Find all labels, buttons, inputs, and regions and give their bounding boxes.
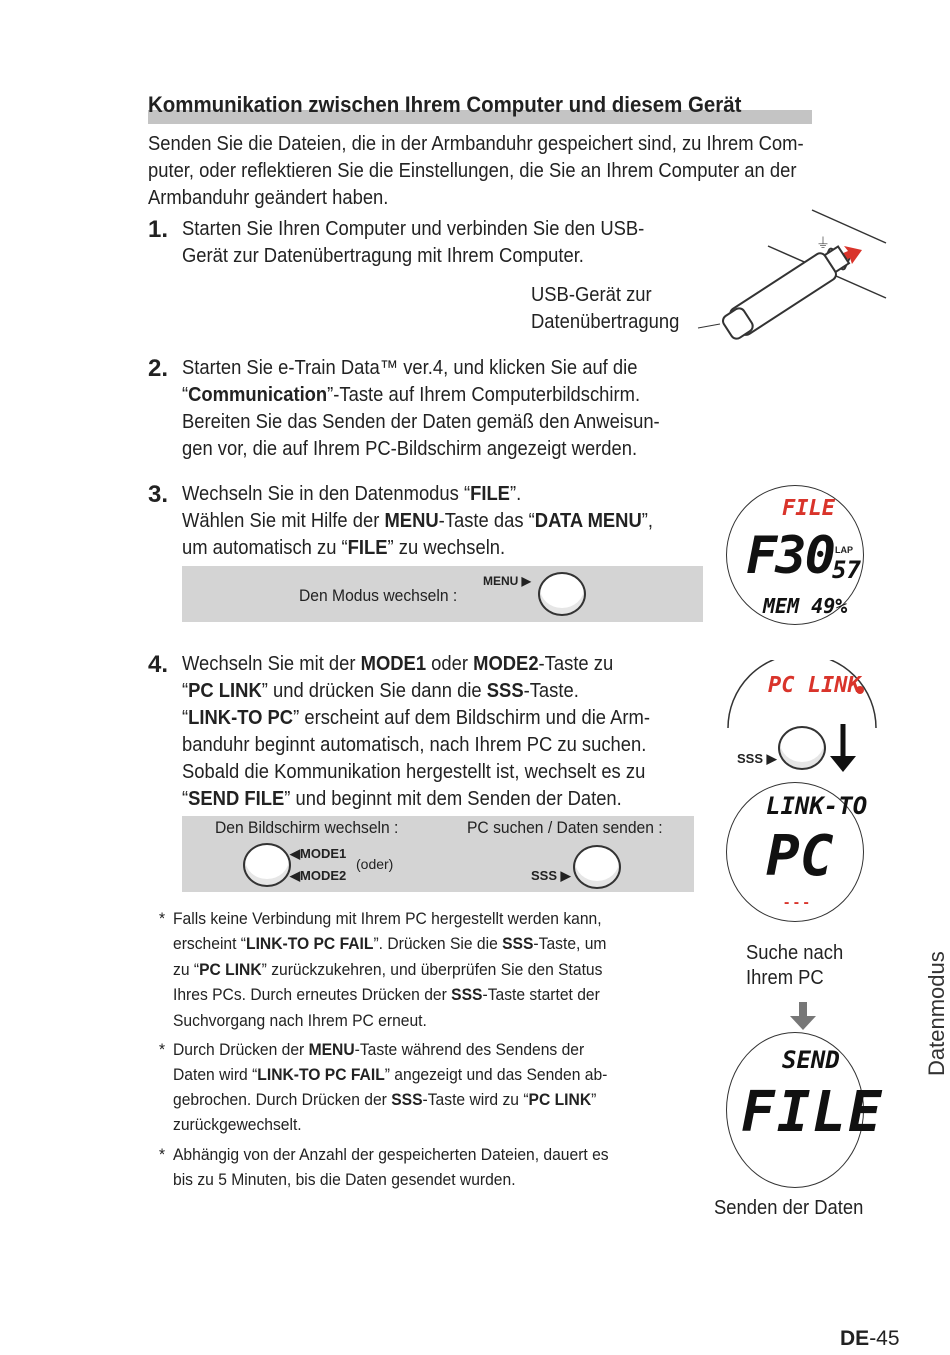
watch-linkto-top: LINK-TO <box>766 792 868 820</box>
menu-button-icon <box>538 572 586 616</box>
step-4-line-5: Sobald die Kommunikation hergestellt ist, wechselt es zu <box>182 761 646 783</box>
note-2-line-2: Daten wird “LINK-TO PC FAIL” angezeigt und das Senden ab- <box>173 1065 608 1084</box>
step-3-line-3: um automatisch zu “FILE” zu wechseln. <box>182 537 506 559</box>
section-heading: Kommunikation zwischen Ihrem Computer und diesem Gerät <box>148 92 742 117</box>
step-3-line-1: Wechseln Sie in den Datenmodus “FILE”. <box>182 483 522 505</box>
watch-file-main: F30 <box>746 526 834 586</box>
side-tab-datenmodus: Datenmodus <box>924 951 949 1076</box>
note-1-line-3: zu “PC LINK” zurückzukehren, und überprüfen Sie den Status <box>173 960 603 979</box>
note-1-line-1: Falls keine Verbindung mit Ihrem PC hergestellt werden kann, <box>173 909 602 928</box>
menu-button-label: MENU ▶ <box>483 574 531 588</box>
step-2-line-4: gen vor, die auf Ihrem PC-Bildschirm angezeigt werden. <box>182 438 638 460</box>
watch-file-top: FILE <box>782 496 835 521</box>
step-1-line-1: Starten Sie Ihren Computer und verbinden Sie den USB- <box>182 218 645 240</box>
step-2-line-2: “Communication”-Taste auf Ihrem Computerbildschirm. <box>182 384 641 406</box>
step-2-line-3: Bereiten Sie das Senden der Daten gemäß den Anweisun- <box>182 411 660 433</box>
note-2-line-3: gebrochen. Durch Drücken der SSS-Taste wird zu “PC LINK” <box>173 1090 597 1109</box>
step-4-number: 4. <box>148 651 169 678</box>
watch-send-main: FILE <box>741 1080 884 1145</box>
step-4-line-4: banduhr beginnt automatisch, nach Ihrem PC zu suchen. <box>182 734 647 756</box>
watch-file-lap-value: 57 <box>832 556 861 584</box>
search-caption-line-1: Suche nach <box>746 942 844 964</box>
watch-send-top: SEND <box>782 1046 840 1074</box>
sss-button-icon <box>573 845 621 889</box>
note-1-line-2: erscheint “LINK-TO PC FAIL”. Drücken Sie die SSS-Taste, um <box>173 934 607 953</box>
page-number: DE-45 <box>840 1327 900 1350</box>
step-2-number: 2. <box>148 355 169 382</box>
step-3-number: 3. <box>148 481 169 508</box>
mode-button-icon <box>243 843 291 887</box>
usb-label-line-1: USB-Gerät zur <box>531 284 652 306</box>
step-1-number: 1. <box>148 216 169 243</box>
oder-label: (oder) <box>356 856 394 872</box>
pclink-sss-label: SSS ▶ <box>737 751 777 766</box>
usb-device-illustration <box>690 208 890 356</box>
mode1-label: ◀MODE1 <box>290 846 347 861</box>
pclink-sss-button-icon <box>778 726 826 770</box>
note-3-star: * <box>159 1145 166 1164</box>
usb-label-line-2: Datenübertragung <box>531 311 680 333</box>
note-3-line-2: bis zu 5 Minuten, bis die Daten gesendet wurden. <box>173 1170 516 1189</box>
sss-label: SSS ▶ <box>531 868 571 883</box>
mode-change-label: Den Modus wechseln : <box>299 586 458 605</box>
screen-change-label: Den Bildschirm wechseln : <box>215 818 399 837</box>
step-4-line-2: “PC LINK” und drücken Sie dann die SSS-Taste. <box>182 680 579 702</box>
watch-pclink-top: PC LINK <box>768 673 861 698</box>
step-1-line-2: Gerät zur Datenübertragung mit Ihrem Computer. <box>182 245 584 267</box>
note-2-line-1: Durch Drücken der MENU-Taste während des Sendens der <box>173 1040 585 1059</box>
note-2-star: * <box>159 1040 166 1059</box>
note-3-line-1: Abhängig von der Anzahl der gespeicherten Dateien, dauert es <box>173 1145 609 1164</box>
watch-file-lap-label: LAP <box>835 545 853 555</box>
arrow-down-icon <box>827 722 859 774</box>
note-2-line-4: zurückgewechselt. <box>173 1115 302 1134</box>
note-1-star: * <box>159 909 166 928</box>
send-caption: Senden der Daten <box>714 1197 864 1219</box>
intro-line-2: puter, oder reflektieren Sie die Einstellungen, die Sie an Ihrem Computer an der <box>148 160 797 182</box>
watch-linkto-dashes: - - - <box>784 894 809 911</box>
gray-arrow-down-icon <box>788 1002 818 1032</box>
watch-file-bottom: MEM 49% <box>763 594 848 618</box>
step-3-line-2: Wählen Sie mit Hilfe der MENU-Taste das “DATA MENU”, <box>182 510 653 532</box>
usb-symbol-icon: ⏚ <box>816 235 830 251</box>
step-2-line-1: Starten Sie e-Train Data™ ver.4, und klicken Sie auf die <box>182 357 638 379</box>
note-1-line-5: Suchvorgang nach Ihrem PC erneut. <box>173 1011 427 1030</box>
step-4-line-6: “SEND FILE” und beginnt mit dem Senden der Daten. <box>182 788 622 810</box>
intro-line-1: Senden Sie die Dateien, die in der Armbanduhr gespeichert sind, zu Ihrem Com- <box>148 133 804 155</box>
note-1-line-4: Ihres PCs. Durch erneutes Drücken der SSS-Taste startet der <box>173 985 600 1004</box>
intro-line-3: Armbanduhr geändert haben. <box>148 187 389 209</box>
pc-search-label: PC suchen / Daten senden : <box>467 818 663 837</box>
step-4-line-3: “LINK-TO PC” erscheint auf dem Bildschirm und die Arm- <box>182 707 650 729</box>
mode2-label: ◀MODE2 <box>290 868 347 883</box>
step-4-line-1: Wechseln Sie mit der MODE1 oder MODE2-Taste zu <box>182 653 614 675</box>
watch-linkto-main: PC <box>766 824 834 889</box>
search-caption-line-2: Ihrem PC <box>746 967 824 989</box>
